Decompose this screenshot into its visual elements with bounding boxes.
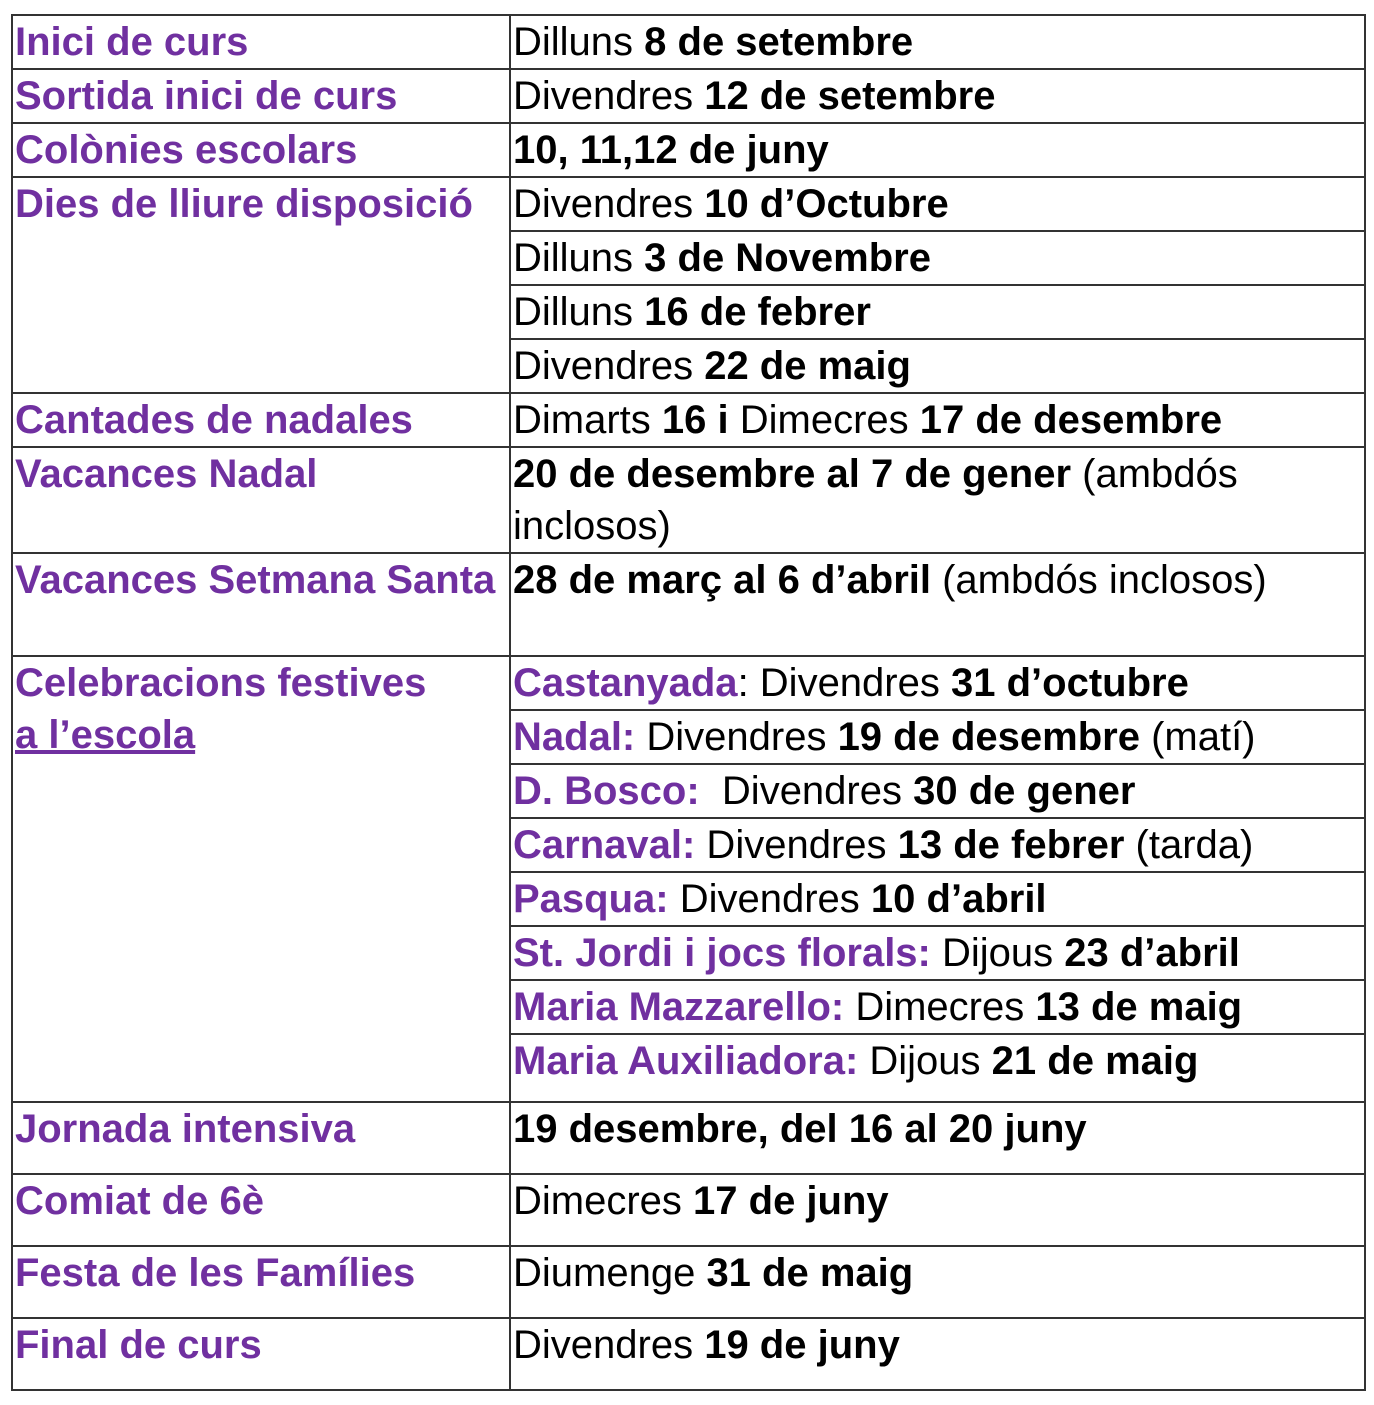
date-value: 22 de maig <box>704 344 911 388</box>
date-value: 3 de Novembre <box>644 236 931 280</box>
row-label-cell <box>12 656 510 1102</box>
date-value: 13 de febrer <box>897 823 1125 867</box>
row-value-cell: Carnaval: Divendres 13 de febrer (tarda) <box>510 818 1365 872</box>
row-value-cell: Dilluns 16 de febrer <box>510 285 1365 339</box>
row-value-cell: Dilluns 3 de Novembre <box>510 231 1365 285</box>
row-value-cell: Maria Auxiliadora: Dijous 21 de maig <box>510 1034 1365 1102</box>
table-row <box>12 177 1365 231</box>
row-label: Celebracions festives <box>15 661 427 705</box>
celebration-name: D. Bosco: <box>513 769 700 813</box>
celebration-name: Pasqua: <box>513 877 669 921</box>
date-value: 30 de gener <box>913 769 1136 813</box>
row-value-cell <box>510 123 1365 177</box>
row-label: Vacances Nadal <box>15 452 318 496</box>
row-label-cell <box>12 15 510 69</box>
celebration-name: Maria Auxiliadora: <box>513 1039 859 1083</box>
row-value-cell: Nadal: Divendres 19 de desembre (matí) <box>510 710 1365 764</box>
row-label-cell <box>12 1102 510 1174</box>
row-value-cell: Divendres 19 de juny <box>510 1318 1365 1390</box>
row-label-cell <box>12 123 510 177</box>
row-value-cell: Divendres 10 d’Octubre <box>510 177 1365 231</box>
row-label: Dies de lliure disposició <box>15 182 473 226</box>
row-value-cell: Diumenge 31 de maig <box>510 1246 1365 1318</box>
date-value: 12 de setembre <box>704 74 996 118</box>
table-row <box>12 1246 1365 1318</box>
row-label-cell <box>12 177 510 393</box>
date-value: 19 de juny <box>704 1323 900 1367</box>
date-value: 10 d’abril <box>870 877 1047 921</box>
table-row <box>12 553 1365 656</box>
row-value-cell: Dimarts 16 i Dimecres 17 de desembre <box>510 393 1365 447</box>
date-value: 13 de maig <box>1035 985 1243 1029</box>
row-label-cell <box>12 447 510 553</box>
date-value: 31 d’octubre <box>950 661 1189 705</box>
date-value: 19 desembre, del 16 al 20 juny <box>513 1107 1087 1151</box>
row-label-cell <box>12 1318 510 1390</box>
row-label: Sortida inici de curs <box>15 74 398 118</box>
row-label: Festa de les Famílies <box>15 1251 416 1295</box>
row-label-cell <box>12 69 510 123</box>
date-value: 21 de maig <box>991 1039 1199 1083</box>
row-label-cell <box>12 1246 510 1318</box>
date-value: 10, 11,12 de juny <box>513 128 829 172</box>
row-value-cell: Dimecres 17 de juny <box>510 1174 1365 1246</box>
celebration-name: Nadal: <box>513 715 636 759</box>
row-value-cell: 20 de desembre al 7 de gener (ambdós inclosos) <box>510 447 1365 553</box>
row-value-cell: 28 de març al 6 d’abril (ambdós inclosos) <box>510 553 1365 656</box>
row-label: Jornada intensiva <box>15 1107 356 1151</box>
row-value-cell: Divendres 22 de maig <box>510 339 1365 393</box>
row-label: Final de curs <box>15 1323 262 1367</box>
row-label: Vacances Setmana Santa <box>15 558 496 602</box>
date-value: 23 d’abril <box>1064 931 1240 975</box>
date-value: 17 de juny <box>693 1179 889 1223</box>
row-label: Cantades de nadales <box>15 398 413 442</box>
table-row <box>12 69 1365 123</box>
table-row <box>12 656 1365 710</box>
row-value-cell: St. Jordi i jocs florals: Dijous 23 d’abril <box>510 926 1365 980</box>
date-value: 10 d’Octubre <box>704 182 949 226</box>
date-value: 28 de març al 6 d’abril <box>513 558 931 602</box>
school-calendar-table <box>11 14 1366 1391</box>
celebration-name: Maria Mazzarello: <box>513 985 845 1029</box>
row-label-cell <box>12 553 510 656</box>
row-value-cell: Castanyada: Divendres 31 d’octubre <box>510 656 1365 710</box>
row-value-cell: Dilluns 8 de setembre <box>510 15 1365 69</box>
date-value: 16 de febrer <box>644 290 871 334</box>
table-row <box>12 1318 1365 1390</box>
row-label: Comiat de 6è <box>15 1179 264 1223</box>
date-value: 19 de desembre <box>837 715 1140 759</box>
table-row <box>12 1174 1365 1246</box>
row-value-cell: D. Bosco: Divendres 30 de gener <box>510 764 1365 818</box>
row-value-cell <box>510 1102 1365 1174</box>
date-value: 17 de desembre <box>919 398 1223 442</box>
date-value: 20 de desembre al 7 de gener <box>513 452 1072 496</box>
row-label: Colònies escolars <box>15 128 358 172</box>
celebration-name: Castanyada <box>513 661 738 705</box>
celebration-name: Carnaval: <box>513 823 696 867</box>
row-label-cell <box>12 393 510 447</box>
date-value: 31 de maig <box>706 1251 914 1295</box>
row-label-underlined: a l’escola <box>15 713 196 757</box>
table-row <box>12 447 1365 553</box>
table-row <box>12 1102 1365 1174</box>
row-label-cell <box>12 1174 510 1246</box>
table-row <box>12 15 1365 69</box>
row-value-cell: Maria Mazzarello: Dimecres 13 de maig <box>510 980 1365 1034</box>
table-row <box>12 393 1365 447</box>
date-value: 8 de setembre <box>644 20 914 64</box>
celebration-name: St. Jordi i jocs florals: <box>513 931 931 975</box>
row-label: Inici de curs <box>15 20 249 64</box>
table-row <box>12 123 1365 177</box>
row-value-cell: Divendres 12 de setembre <box>510 69 1365 123</box>
row-value-cell: Pasqua: Divendres 10 d’abril <box>510 872 1365 926</box>
